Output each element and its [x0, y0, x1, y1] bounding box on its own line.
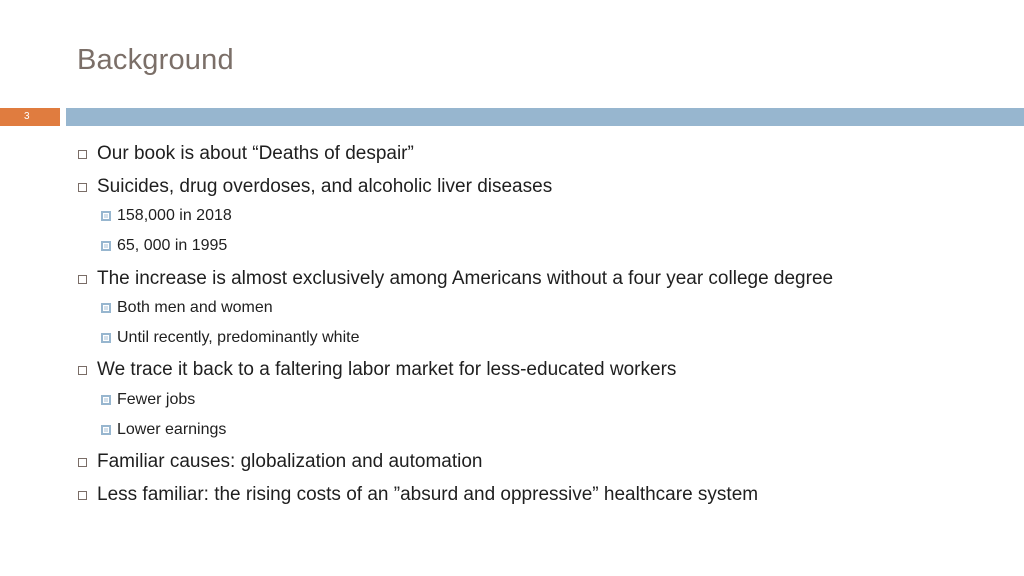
hollow-square-bullet-icon	[78, 150, 87, 159]
filled-square-bullet-icon	[101, 395, 111, 405]
hollow-square-bullet-icon	[78, 491, 87, 500]
bullet-text: We trace it back to a faltering labor market for less-educated workers	[97, 359, 677, 380]
slide-number: 3	[24, 111, 30, 122]
sub-bullet-item	[101, 390, 195, 410]
sub-bullet-text: Both men and women	[117, 299, 273, 316]
filled-square-bullet-icon	[101, 303, 111, 313]
bullet-item	[78, 175, 552, 199]
bullet-item	[78, 358, 676, 382]
hollow-square-bullet-icon	[78, 183, 87, 192]
sub-bullet-item	[101, 298, 273, 318]
bullet-text: Familiar causes: globalization and automation	[97, 451, 483, 472]
bullet-text: Our book is about “Deaths of despair”	[97, 143, 414, 164]
sub-bullet-item	[101, 420, 226, 440]
hollow-square-bullet-icon	[78, 458, 87, 467]
bullet-item	[78, 450, 483, 474]
bullet-item	[78, 267, 833, 291]
filled-square-bullet-icon	[101, 241, 111, 251]
sub-bullet-text: Until recently, predominantly white	[117, 329, 360, 346]
bullet-item	[78, 483, 758, 507]
bullet-text: Less familiar: the rising costs of an ”absurd and oppressive” healthcare system	[97, 484, 759, 505]
sub-bullet-text: Fewer jobs	[117, 391, 196, 408]
hollow-square-bullet-icon	[78, 366, 87, 375]
filled-square-bullet-icon	[101, 333, 111, 343]
bullet-text: The increase is almost exclusively among Americans without a four year college degree	[97, 268, 834, 289]
sub-bullet-text: Lower earnings	[117, 421, 227, 438]
filled-square-bullet-icon	[101, 211, 111, 221]
sub-bullet-item	[101, 328, 359, 348]
hollow-square-bullet-icon	[78, 275, 87, 284]
slide-title: Background	[77, 44, 234, 76]
bullet-text: Suicides, drug overdoses, and alcoholic liver diseases	[97, 176, 553, 197]
sub-bullet-item	[101, 236, 227, 256]
bullet-item	[78, 142, 414, 166]
sub-bullet-text: 158,000 in 2018	[117, 207, 232, 224]
filled-square-bullet-icon	[101, 425, 111, 435]
sub-bullet-item	[101, 206, 232, 226]
sub-bullet-text: 65, 000 in 1995	[117, 237, 228, 254]
